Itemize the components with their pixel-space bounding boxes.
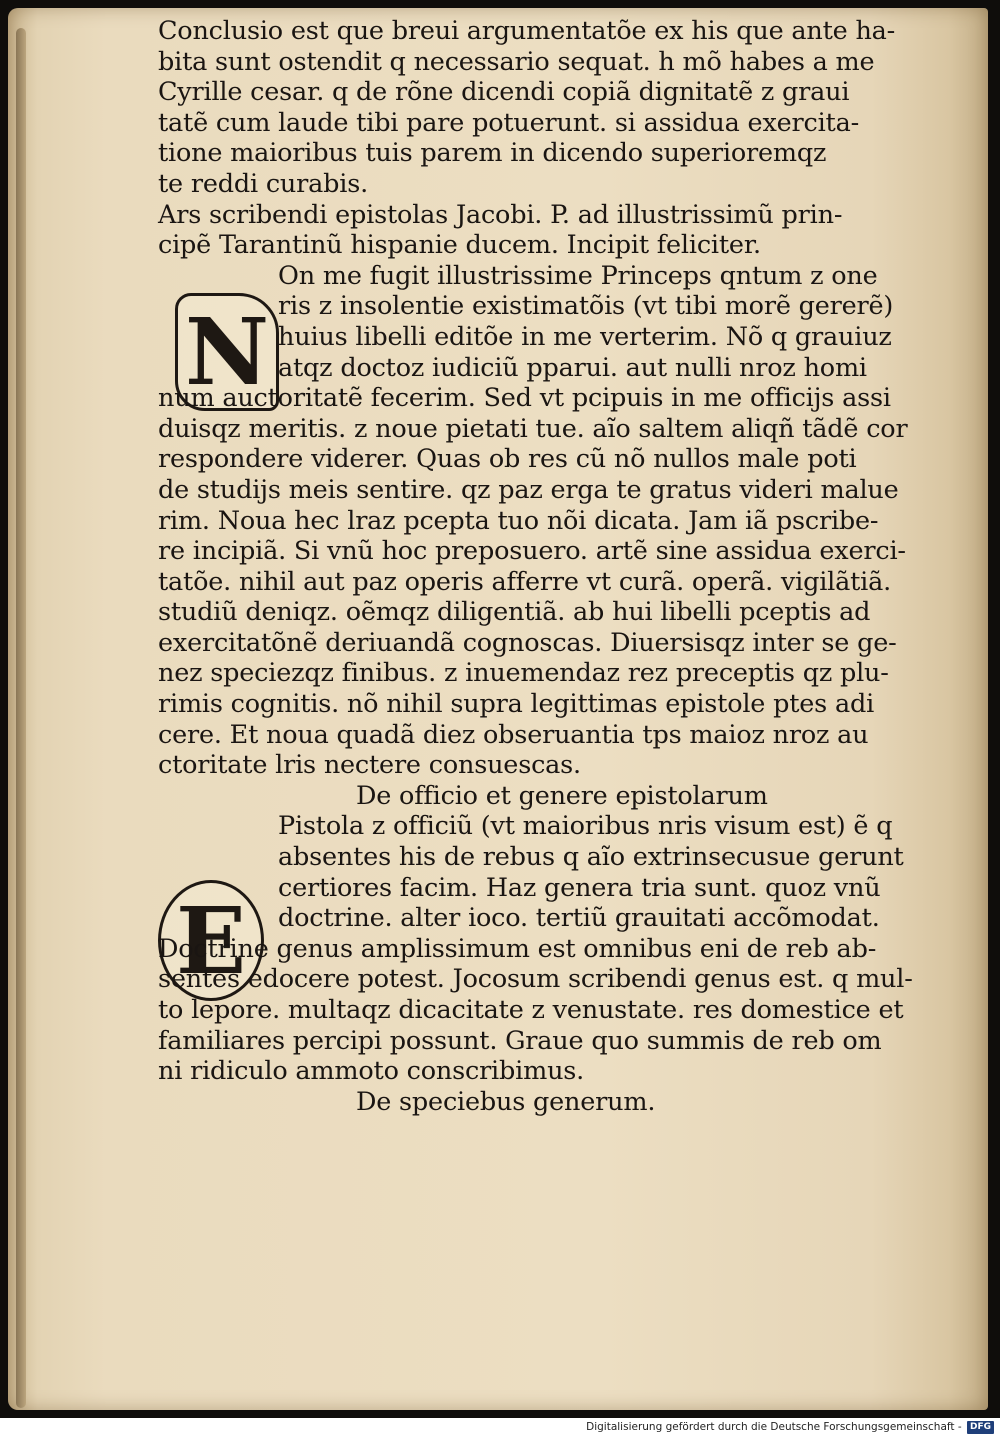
text-line: rim. Noua hec lraz pcepta tuo nõi dicata. Jam iã pscribe- (158, 505, 879, 536)
footer-bar (0, 1418, 1000, 1436)
text-line: doctrine. alter ioco. tertiũ grauitati accõmodat. (278, 903, 880, 934)
text-line: On me fugit illustrissime Princeps qntum z one (278, 260, 878, 291)
text-line: te reddi curabis. (158, 168, 369, 199)
initial-letter: E (175, 886, 247, 995)
text-line: tatẽ cum laude tibi pare potuerunt. si assidua exercita- (158, 107, 860, 138)
initial-letter: N (184, 298, 270, 406)
text-line: sentes edocere potest. Jocosum scribendi genus est. q mul- (158, 964, 913, 995)
text-line: bita sunt ostendit q necessario sequat. h mõ habes a me (158, 46, 875, 77)
text-line: duisqz meritis. z noue pietati tue. aĩo saltem aliqñ tãdẽ cor (158, 413, 908, 444)
text-line: Cyrille cesar. q de rõne dicendi copiã dignitatẽ z graui (158, 77, 850, 108)
text-line: tione maioribus tuis parem in dicendo superioremqz (158, 138, 827, 169)
text-line: ris z insolentie existimatõis (vt tibi morẽ gererẽ) (278, 291, 894, 322)
text-line: cere. Et noua quadã diez obseruantia tps maioz nroz au (158, 719, 869, 750)
section-title-line: Ars scribendi epistolas Jacobi. P. ad illustrissimũ prin- (158, 199, 843, 230)
text-line: de studijs meis sentire. qz paz erga te gratus videri malue (158, 474, 899, 505)
text-line: huius libelli editõe in me verterim. Nõ q grauiuz (278, 321, 892, 352)
text-line: Pistola z officiũ (vt maioribus nris visum est) ẽ q (278, 811, 893, 842)
page-text (158, 16, 948, 1117)
section-heading: De speciebus generum. (356, 1086, 656, 1117)
text-line: nez speciezqz finibus. z inuemendaz rez preceptis qz plu- (158, 658, 889, 689)
text-line: studiũ deniqz. oẽmqz diligentiã. ab hui libelli pceptis ad (158, 597, 871, 628)
text-line: Doctrine genus amplissimum est omnibus eni de reb ab- (158, 933, 877, 964)
text-line: rimis cognitis. nõ nihil supra legittimas epistole ptes adi (158, 689, 875, 720)
text-line: Conclusio est que breui argumentatõe ex his que ante ha- (158, 16, 896, 46)
text-line: absentes his de rebus q aĩo extrinsecusue gerunt (278, 842, 904, 873)
section-heading: De officio et genere epistolarum (356, 780, 768, 811)
text-line: re incipiã. Si vnũ hoc preposuero. artẽ sine assidua exerci- (158, 536, 906, 567)
text-line: ctoritate lris nectere consuescas. (158, 750, 581, 781)
text-line: tatõe. nihil aut paz operis afferre vt curã. operã. vigilãtiã. (158, 566, 892, 597)
text-line: respondere viderer. Quas ob res cũ nõ nullos male poti (158, 444, 857, 475)
dfg-logo-icon[interactable]: DFG (967, 1421, 994, 1434)
text-line: exercitatõnẽ deriuandã cognoscas. Diuersisqz inter se ge- (158, 627, 897, 658)
page-gutter (16, 28, 26, 1408)
text-line: num auctoritatẽ fecerim. Sed vt pcipuis in me officijs assi (158, 383, 891, 414)
text-line: certiores facim. Haz genera tria sunt. quoz vnũ (278, 872, 881, 903)
text-line: ni ridiculo ammoto conscribimus. (158, 1056, 585, 1087)
funding-credit: Digitalisierung gefördert durch die Deutsche Forschungsgemeinschaft - (586, 1421, 962, 1433)
text-line: atqz doctoz iudiciũ pparui. aut nulli nroz homi (278, 352, 867, 383)
text-line: to lepore. multaqz dicacitate z venustate. res domestice et (158, 995, 904, 1025)
text-line: familiares percipi possunt. Graue quo summis de reb om (158, 1025, 882, 1056)
section-title-line: cipẽ Tarantinũ hispanie ducem. Incipit feliciter. (158, 230, 761, 261)
